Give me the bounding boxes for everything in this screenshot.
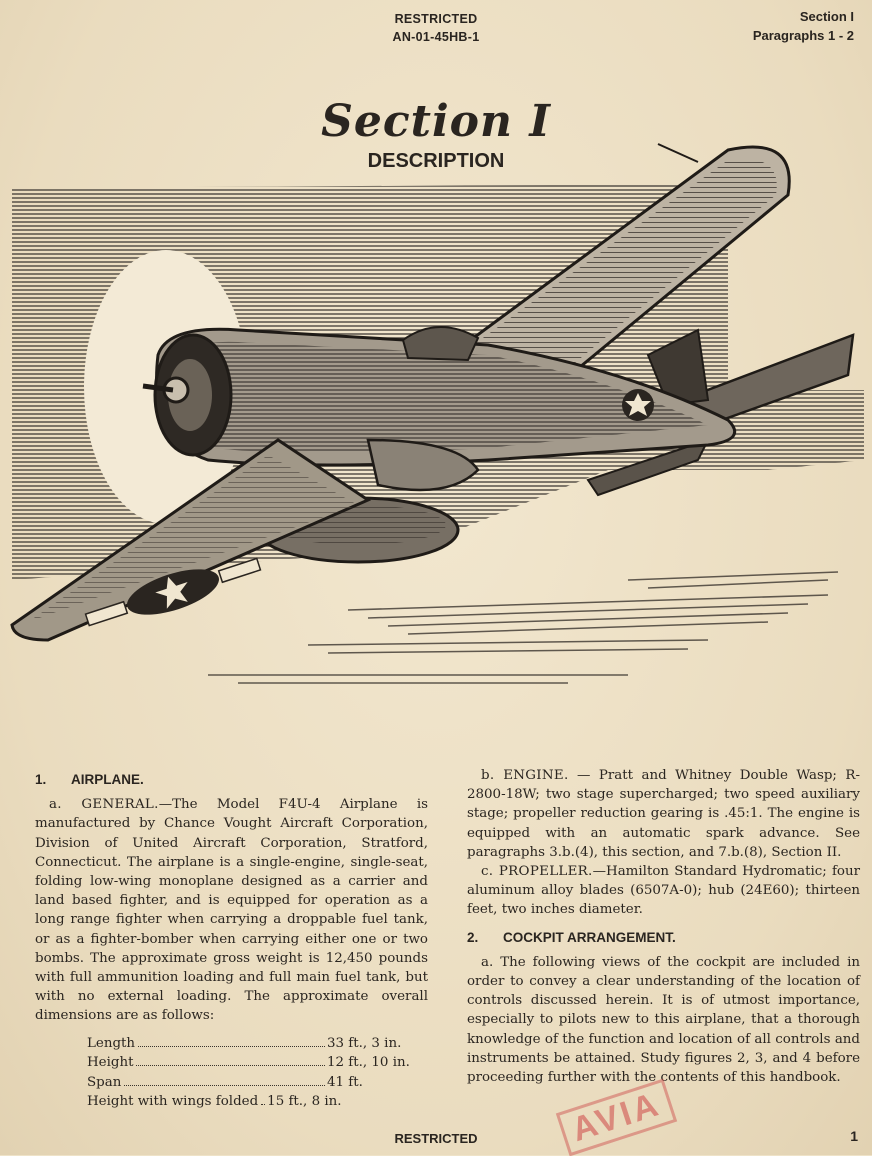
heading-cockpit-number: 2. bbox=[467, 929, 479, 945]
engine-text: — Pratt and Whitney Double Wasp; R-2800-18W; two stage supercharged; two speed auxiliary stage; propeller reduction gearing is .45:1. The engine is equipped with an automatic spark advance. See paragraphs 3.b.(4), this section, and 7.b.(8), Section II. bbox=[467, 768, 860, 860]
watermark-stamp: AVIA bbox=[556, 1079, 677, 1156]
left-column bbox=[35, 770, 428, 1112]
heading-cockpit-label: COCKPIT ARRANGEMENT. bbox=[503, 929, 676, 945]
dimension-row bbox=[87, 1034, 417, 1054]
heading-airplane bbox=[35, 770, 428, 789]
dimension-label: Span bbox=[87, 1074, 122, 1090]
page-number: 1 bbox=[850, 1128, 858, 1144]
section-subtitle: DESCRIPTION bbox=[367, 150, 505, 172]
footer-classification: RESTRICTED bbox=[394, 1131, 478, 1146]
dimension-leader bbox=[138, 1046, 325, 1047]
heading-airplane-label: AIRPLANE. bbox=[71, 772, 144, 787]
paragraph-cockpit: a. The following views of the cockpit are included in order to convey a clear understanding of the location of controls discussed herein. It is of utmost importance, especially to pilots new to this airplane, that a thorough knowledge of the function and location of all controls and instruments be attained. Study figures 2, 3, and 4 before proceeding further with the contents of this handbook. bbox=[467, 954, 860, 1086]
paragraph-engine bbox=[467, 766, 860, 862]
dimension-leader bbox=[261, 1104, 265, 1105]
heading-airplane-number: 1. bbox=[35, 772, 47, 787]
dimensions-list bbox=[87, 1034, 417, 1112]
header-classification: RESTRICTED bbox=[394, 12, 478, 26]
header-section: Section I bbox=[799, 9, 854, 24]
right-column bbox=[467, 766, 860, 1087]
dimension-value: 41 ft. bbox=[327, 1074, 363, 1090]
page-header bbox=[0, 10, 872, 46]
engine-lead: b. ENGINE. bbox=[481, 768, 569, 783]
paragraph-general bbox=[35, 795, 428, 1025]
header-document-number: AN-01-45HB-1 bbox=[392, 30, 480, 44]
dimension-label: Height with wings folded bbox=[87, 1094, 259, 1110]
dimension-label: Height bbox=[87, 1055, 134, 1071]
propeller-text: —Hamilton Standard Hydromatic; four aluminum alloy blades (6507A-0); hub (24E60); thirteen feet, two inches diameter. bbox=[467, 864, 860, 918]
dimension-value: 33 ft., 3 in. bbox=[327, 1035, 402, 1051]
header-paragraphs: Paragraphs 1 - 2 bbox=[752, 28, 854, 43]
propeller-lead: c. PROPELLER. bbox=[481, 864, 593, 880]
general-lead: a. GENERAL. bbox=[49, 797, 159, 813]
general-text: —The Model F4U-4 Airplane is manufactured by Chance Vought Aircraft Corporation, Division of United Aircraft Corporation, Stratford, Connecticut. The airplane is a single-engine, single-seat, folding low-wing monoplane designed as a carrier and land based fighter, and is equipped for operation as a long range fighter when carrying a droppable fuel tank, or as a fighter-bomber when carrying either one or two bombs. The approximate gross weight is 12,450 pounds with full ammunition loading and full main fuel tank, but with no external loading. The approximate overall dimensions are as follows: bbox=[35, 797, 428, 1024]
dimension-label: Length bbox=[87, 1035, 136, 1051]
dimension-row bbox=[87, 1073, 417, 1093]
dimension-row bbox=[87, 1053, 417, 1073]
paragraph-propeller bbox=[467, 862, 860, 920]
dimension-row bbox=[87, 1092, 417, 1112]
dimension-value: 15 ft., 8 in. bbox=[267, 1094, 342, 1110]
airplane-illustration-icon bbox=[8, 140, 864, 700]
dimension-leader bbox=[124, 1085, 325, 1086]
section-title: Section I bbox=[321, 96, 551, 147]
dimension-leader bbox=[136, 1065, 325, 1066]
heading-cockpit bbox=[467, 928, 860, 947]
header-section-ref bbox=[753, 7, 854, 45]
dimension-value: 12 ft., 10 in. bbox=[327, 1055, 410, 1071]
